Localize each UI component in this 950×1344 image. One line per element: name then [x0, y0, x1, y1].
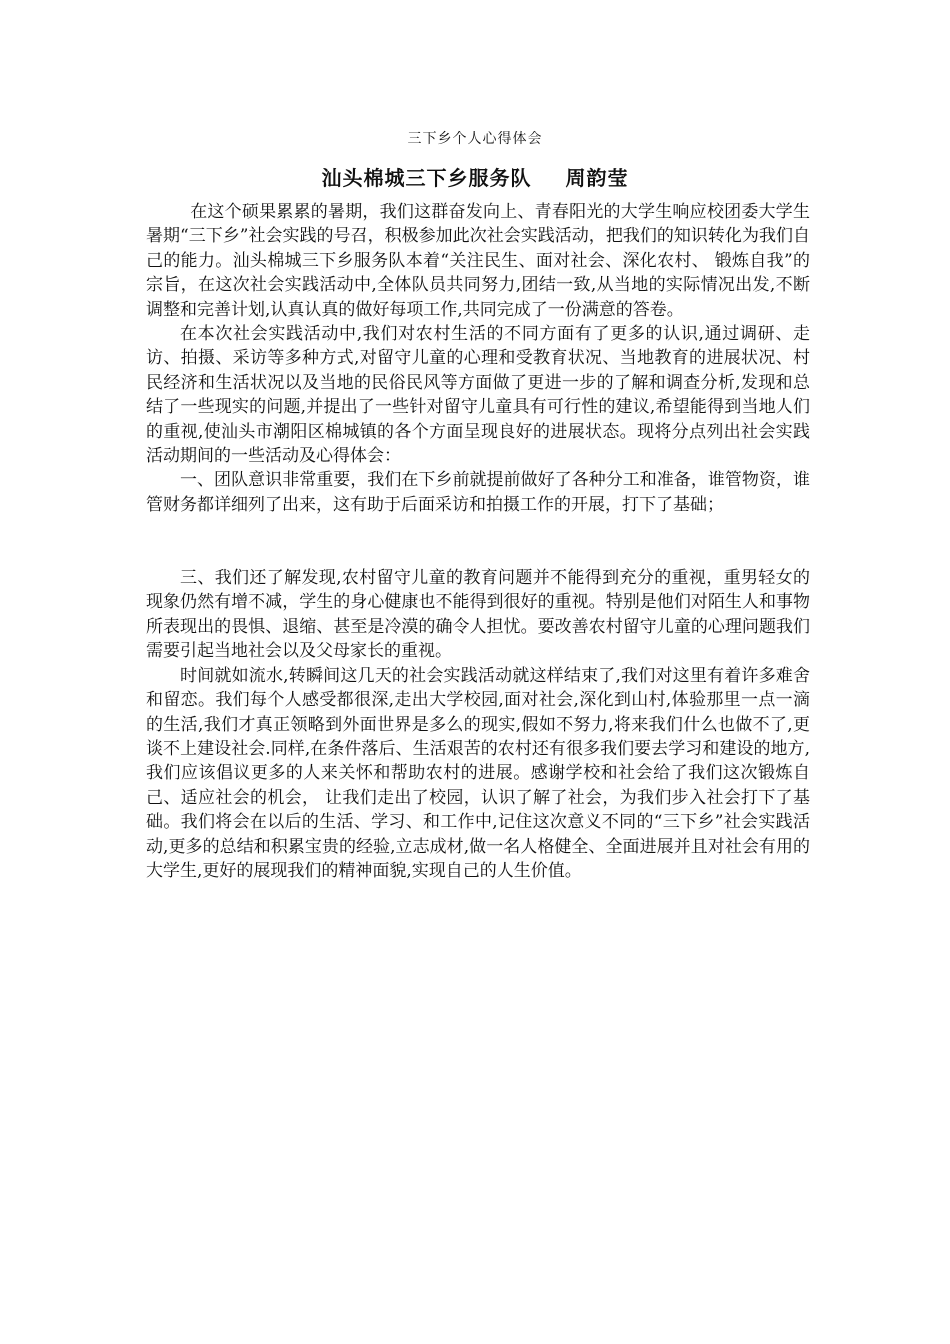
document-label: 三下乡个人心得体会 [407, 131, 543, 147]
paragraph-intro: 在这个硕果累累的暑期，我们这群奋发向上、青春阳光的大学生响应校团委大学生暑期“三下乡”社会实践的号召，积极参加此次社会实践活动，把我们的知识转化为我们自己的能力。汕头棉城三下乡服务队本着“关注民生、面对社会、深化农村、 锻炼自我”的宗旨，在这次社会实践活动中,全体队员共同努力,团结一致,从当地的实际情况出发,不断调整和完善计划,认真认真的做好每项工作,共同完成了一份满意的答卷。 [146, 202, 810, 320]
title-author: 周韵莹 [565, 166, 629, 190]
title-team: 汕头棉城三下乡服务队 [321, 166, 532, 190]
document-body [146, 200, 810, 883]
paragraph-conclusion: 时间就如流水,转瞬间这几天的社会实践活动就这样结束了,我们对这里有着许多难舍和留恋。我们每个人感受都很深,走出大学校园,面对社会,深化到山村,体验那里一点一滴的生活,我们才真正领略到外面世界是多么的现实,假如不努力,将来我们什么也做不了,更谈不上建设社会.同样,在条件落后、生活艰苦的农村还有很多我们要去学习和建设的地方,我们应该倡议更多的人来关怀和帮助农村的进展。感谢学校和社会给了我们这次锻炼自己、适应社会的机会， 让我们走出了校园，认识了解了社会，为我们步入社会打下了基础。我们将会在以后的生活、学习、和工作中,记住这次意义不同的“三下乡”社会实践活动,更多的总结和积累宝贵的经验,立志成材,做一名人格健全、全面进展并且对社会有用的大学生,更好的展现我们的精神面貌,实现自己的人生价值。 [146, 665, 810, 881]
paragraph-overview: 在本次社会实践活动中,我们对农村生活的不同方面有了更多的认识,通过调研、走访、拍摄、采访等多种方式,对留守儿童的心理和受教育状况、当地教育的进展状况、村民经济和生活状况以及当地的民俗民风等方面做了更进一步的了解和调查分析,发现和总结了一些现实的问题,并提出了一些针对留守儿童具有可行性的建议,希望能得到当地人们的重视,使汕头市潮阳区棉城镇的各个方面呈现良好的进展状态。现将分点列出社会实践活动期间的一些活动及心得体会： [146, 324, 810, 467]
document-title [0, 162, 950, 191]
blank-gap [146, 517, 810, 566]
paragraph-point-three: 三、我们还了解发现,农村留守儿童的教育问题并不能得到充分的重视，重男轻女的现象仍然有增不减，学生的身心健康也不能得到很好的重视。特别是他们对陌生人和事物所表现出的畏惧、退缩、甚至是冷漠的确令人担忧。要改善农村留守儿童的心理问题我们需要引起当地社会以及父母家长的重视。 [146, 568, 810, 662]
paragraph-point-one: 一、团队意识非常重要，我们在下乡前就提前做好了各种分工和准备，谁管物资，谁管财务都详细列了出来，这有助于后面采访和拍摄工作的开展，打下了基础； [146, 470, 810, 515]
